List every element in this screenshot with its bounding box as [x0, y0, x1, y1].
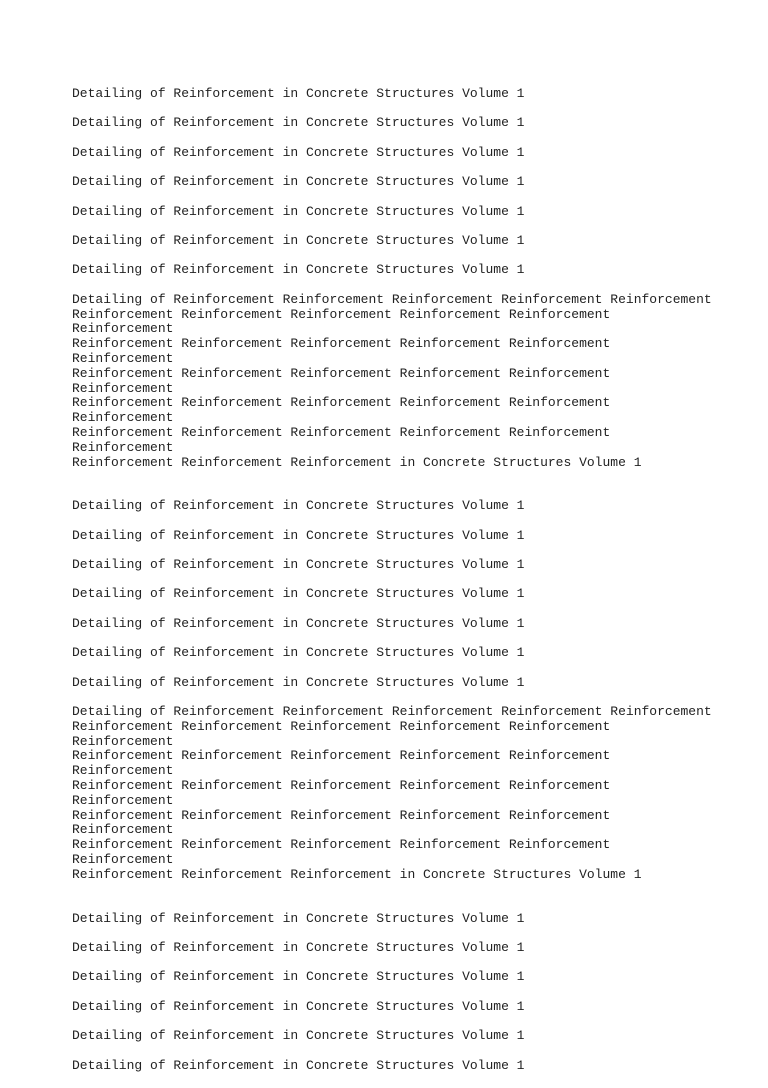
document-page: [72, 87, 712, 1088]
text-line: Detailing of Reinforcement in Concrete Structures Volume 1: [72, 232, 525, 248]
text-line: Detailing of Reinforcement in Concrete Structures Volume 1: [72, 174, 525, 190]
text-line: Detailing of Reinforcement in Concrete Structures Volume 1: [72, 262, 525, 278]
text-line: Detailing of Reinforcement in Concrete Structures Volume 1: [72, 586, 525, 602]
text-line: Detailing of Reinforcement in Concrete Structures Volume 1: [72, 203, 525, 219]
text-line: Detailing of Reinforcement in Concrete Structures Volume 1: [72, 86, 525, 101]
text-line: Detailing of Reinforcement in Concrete Structures Volume 1: [72, 998, 525, 1014]
text-line: Detailing of Reinforcement in Concrete Structures Volume 1: [72, 527, 525, 543]
text-line: Detailing of Reinforcement in Concrete Structures Volume 1: [72, 115, 525, 131]
line-group-1: [72, 87, 712, 278]
text-line: Detailing of Reinforcement in Concrete Structures Volume 1: [72, 498, 525, 514]
repeated-paragraph-1: Detailing of Reinforcement Reinforcement Reinforcement Reinforcement Reinforcement Reinforcement Reinforcement Reinforcement Reinforcement Reinforcement Reinforcement Reinforcement Reinforcement Reinforcement Reinforcement Reinforcement Reinforcement Reinforcement Reinforcement Reinforcement Reinforcement Reinforcement Reinforcement Reinforcement Reinforcement Reinforcement Reinforcement Reinforcement Reinforcement Reinforcement Reinforcement Reinforcement Reinforcement Reinforcement Reinforcement Reinforcement Reinforcement Reinforcement in Concrete Structures Volume 1: [72, 291, 712, 470]
text-line: Detailing of Reinforcement in Concrete Structures Volume 1: [72, 969, 525, 985]
text-line: Detailing of Reinforcement in Concrete Structures Volume 1: [72, 615, 525, 631]
text-line: Detailing of Reinforcement in Concrete Structures Volume 1: [72, 674, 525, 690]
text-line: Detailing of Reinforcement in Concrete Structures Volume 1: [72, 910, 525, 926]
line-group-3: [72, 912, 712, 1074]
text-line: Detailing of Reinforcement in Concrete Structures Volume 1: [72, 1057, 525, 1073]
line-group-2: [72, 499, 712, 690]
text-line: Detailing of Reinforcement in Concrete Structures Volume 1: [72, 557, 525, 573]
text-line: Detailing of Reinforcement in Concrete Structures Volume 1: [72, 939, 525, 955]
repeated-paragraph-2: Detailing of Reinforcement Reinforcement Reinforcement Reinforcement Reinforcement Reinforcement Reinforcement Reinforcement Reinforcement Reinforcement Reinforcement Reinforcement Reinforcement Reinforcement Reinforcement Reinforcement Reinforcement Reinforcement Reinforcement Reinforcement Reinforcement Reinforcement Reinforcement Reinforcement Reinforcement Reinforcement Reinforcement Reinforcement Reinforcement Reinforcement Reinforcement Reinforcement Reinforcement Reinforcement Reinforcement Reinforcement Reinforcement Reinforcement in Concrete Structures Volume 1: [72, 704, 712, 882]
text-line: Detailing of Reinforcement in Concrete Structures Volume 1: [72, 144, 525, 160]
text-line: Detailing of Reinforcement in Concrete Structures Volume 1: [72, 1028, 525, 1044]
text-line: Detailing of Reinforcement in Concrete Structures Volume 1: [72, 645, 525, 661]
